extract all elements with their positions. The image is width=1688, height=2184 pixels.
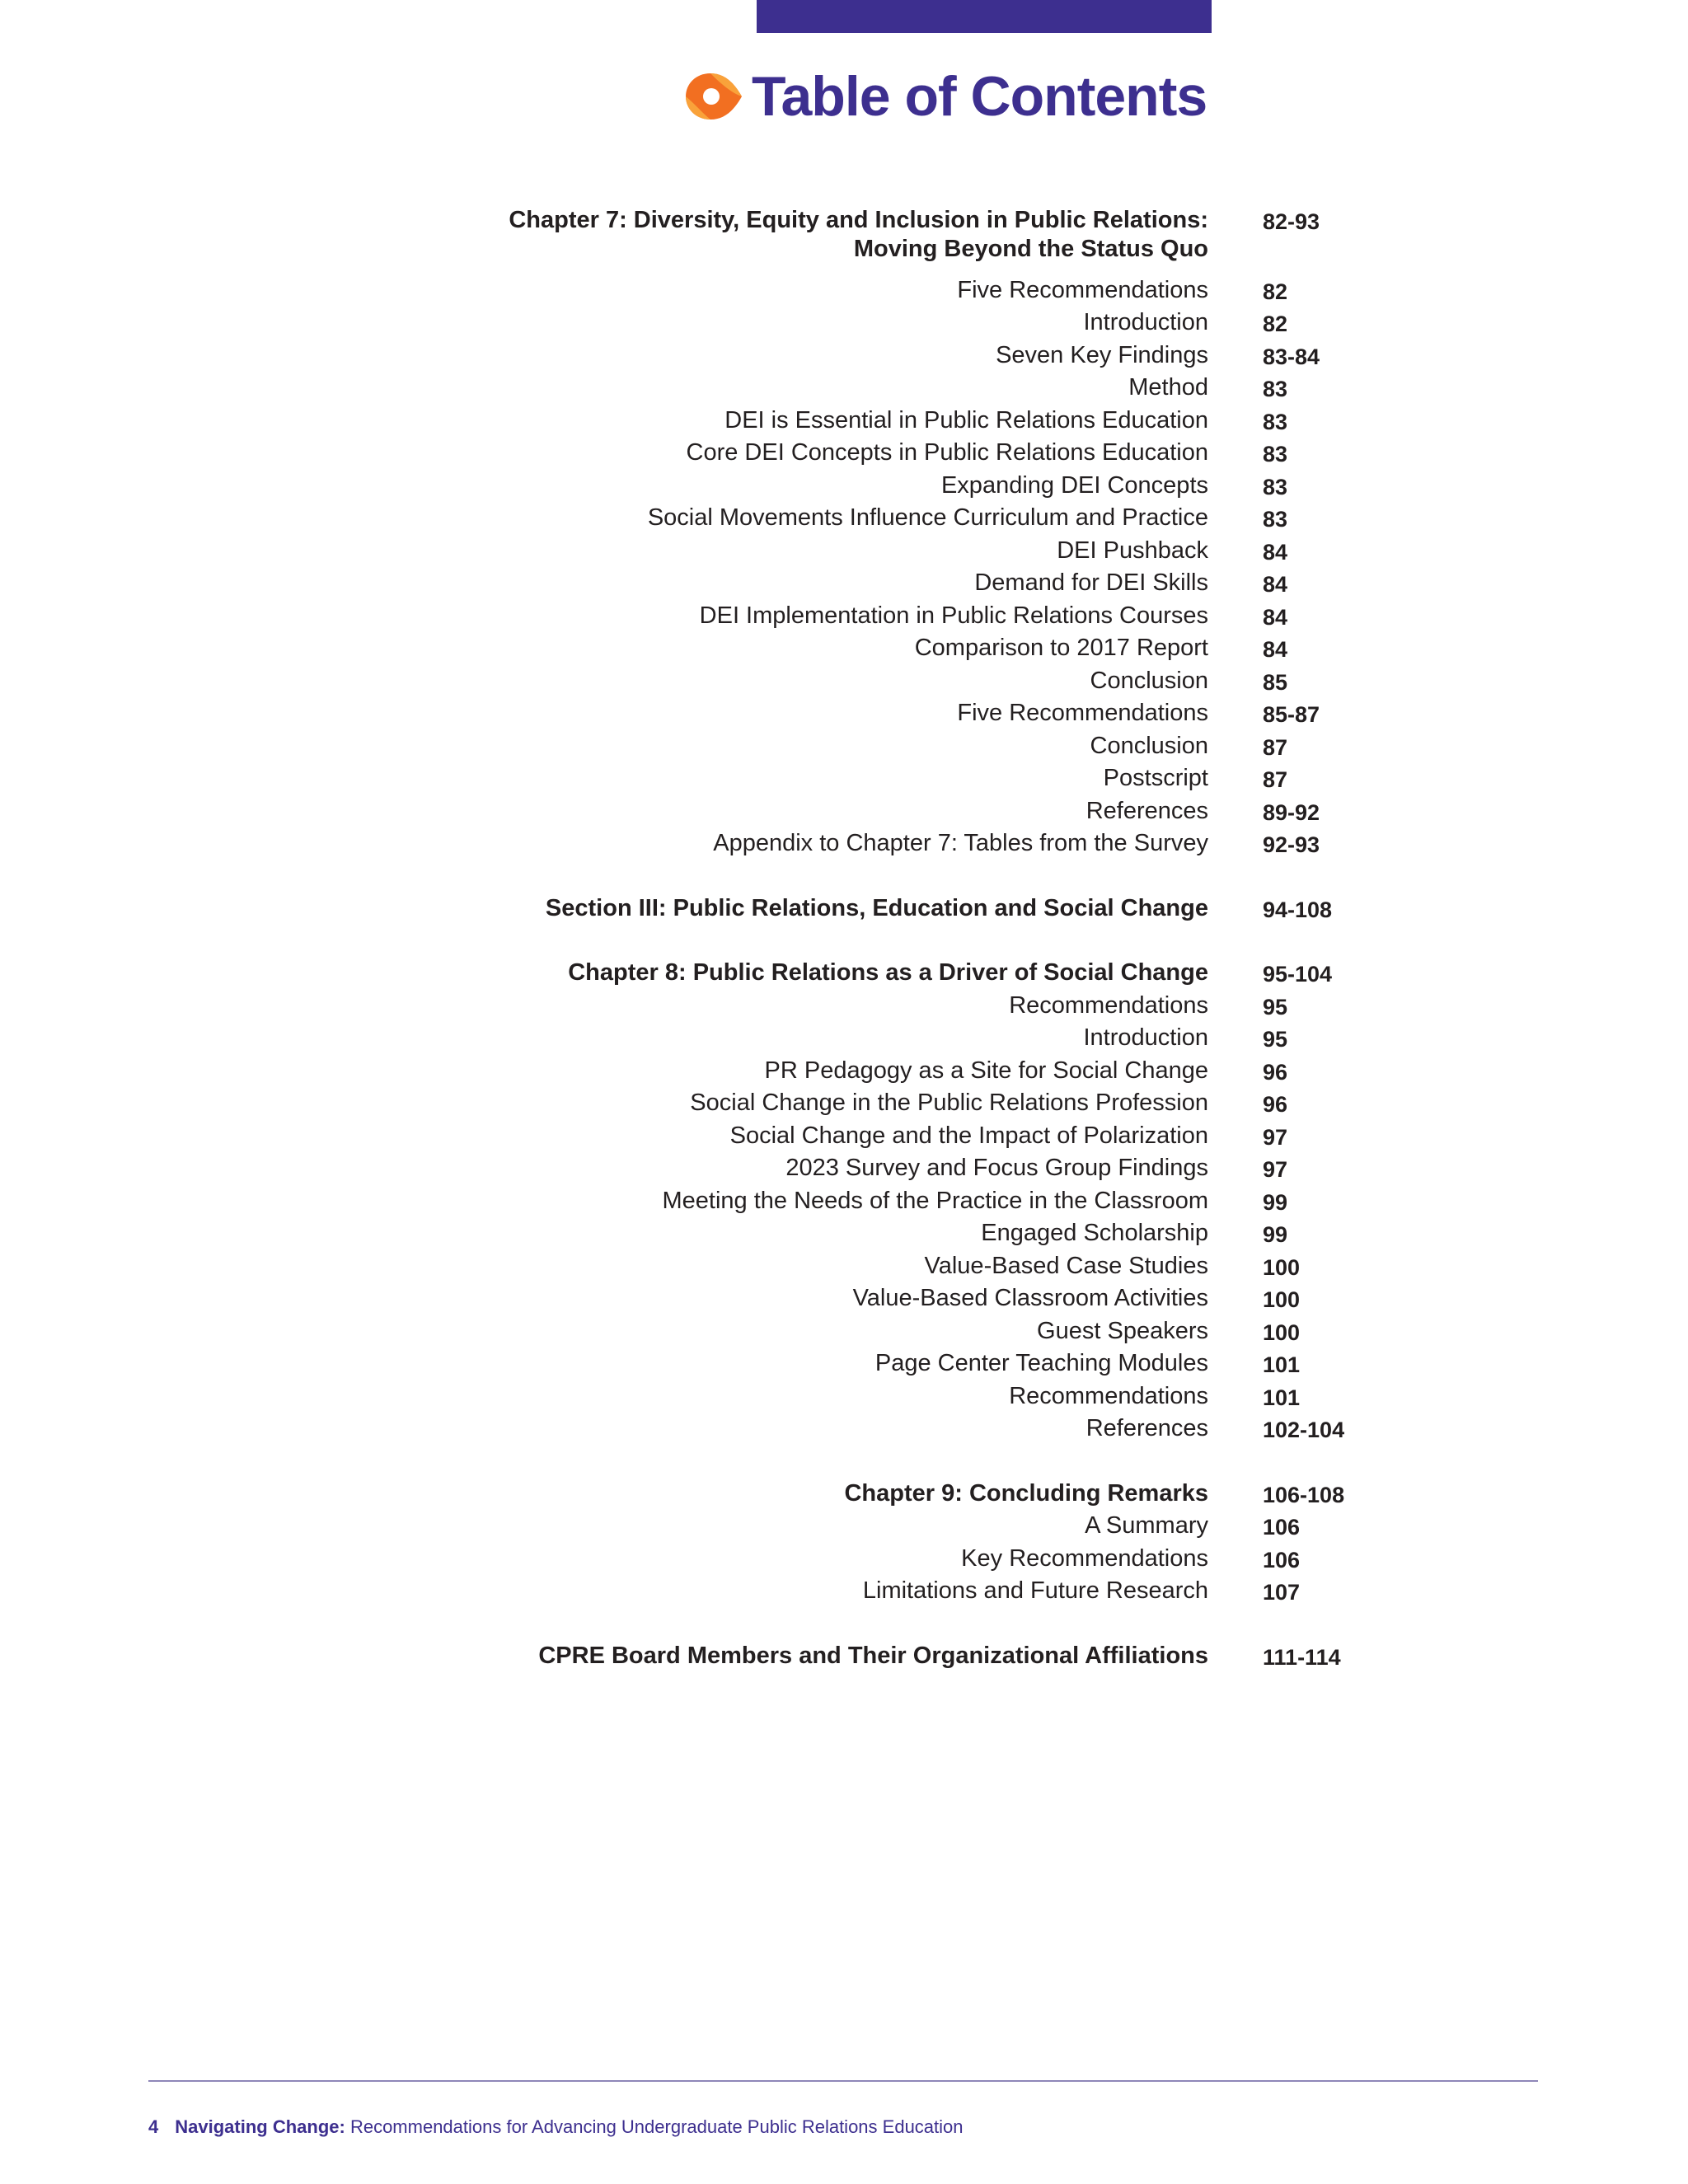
toc-entry-pages: 101: [1263, 1352, 1301, 1377]
toc-entry-title: References: [1085, 797, 1208, 824]
toc-entry-title: Five Recommendations: [957, 700, 1208, 726]
toc-entry-title: Recommendations: [1009, 991, 1208, 1019]
toc-entry-pages: 100: [1263, 1287, 1301, 1312]
toc-entry-pages: 96: [1263, 1092, 1288, 1117]
toc-entry-pages: 106: [1263, 1515, 1301, 1540]
toc-entry-pages: 100: [1263, 1254, 1301, 1280]
toc-entry-pages: 107: [1263, 1580, 1301, 1605]
toc-entry-title: Recommendations: [1009, 1382, 1208, 1409]
toc-entry-pages: 106: [1263, 1547, 1301, 1572]
toc-entry-pages: 82: [1263, 279, 1288, 304]
toc-entry-pages: 95-104: [1263, 962, 1333, 987]
toc-entry-pages: 85-87: [1263, 702, 1320, 727]
toc-entry-pages: 83: [1263, 507, 1288, 532]
toc-entry-title: Social Movements Influence Curriculum and Practice: [647, 504, 1208, 531]
toc-entry-pages: 83: [1263, 442, 1288, 466]
toc-entry-title: PR Pedagogy as a Site for Social Change: [764, 1057, 1208, 1084]
toc-entry-title: Value-Based Case Studies: [924, 1252, 1208, 1279]
toc-entry-pages: 106-108: [1263, 1482, 1345, 1507]
toc-entry-title: Limitations and Future Research: [862, 1577, 1208, 1604]
toc-entry-pages: 83-84: [1263, 344, 1320, 369]
toc-entry-pages: 84: [1263, 637, 1288, 662]
toc-entry-pages: 95: [1263, 1027, 1288, 1052]
toc-entry-pages: 100: [1263, 1319, 1301, 1345]
toc-entry-pages: 84: [1263, 539, 1288, 565]
toc-entry-pages: 99: [1263, 1189, 1288, 1215]
toc-entry-title: A Summary: [1085, 1512, 1208, 1539]
toc-entry-title: DEI is Essential in Public Relations Education: [724, 406, 1208, 434]
header-color-bar: [757, 0, 1212, 33]
toc-entry-title: Section III: Public Relations, Education and Social Change: [545, 894, 1208, 921]
toc-entry-pages: 101: [1263, 1385, 1301, 1410]
toc-entry-pages: 95: [1263, 994, 1288, 1019]
toc-entry-pages: 82: [1263, 312, 1288, 336]
toc-entry-title: 2023 Survey and Focus Group Findings: [785, 1155, 1208, 1181]
toc-entry-title: Introduction: [1083, 1024, 1208, 1051]
toc-entry-title: Social Change and the Impact of Polarization: [729, 1122, 1208, 1149]
toc-entry-pages: 84: [1263, 572, 1288, 597]
toc-entry-title: Demand for DEI Skills: [974, 569, 1208, 596]
toc-entry-title: Value-Based Classroom Activities: [852, 1285, 1208, 1311]
toc-entry-pages: 84: [1263, 604, 1288, 630]
toc-entry-title: Chapter 8: Public Relations as a Driver of Social Change: [568, 959, 1208, 986]
toc-entry-title: Conclusion: [1090, 667, 1208, 694]
toc-entry-title: Key Recommendations: [961, 1544, 1208, 1572]
toc-entry-pages: 94-108: [1263, 897, 1333, 922]
toc-entry-title: Meeting the Needs of the Practice in the Classroom: [662, 1187, 1208, 1214]
toc-entry-title: Seven Key Findings: [996, 341, 1208, 368]
orange-logo-icon: [684, 70, 743, 123]
toc-entry-title: Engaged Scholarship: [981, 1220, 1208, 1246]
footer: [148, 2116, 964, 2138]
page-title: Table of Contents: [752, 65, 1207, 128]
toc-entry-pages: 111-114: [1263, 1644, 1341, 1670]
toc-entry-title: Appendix to Chapter 7: Tables from the Survey: [713, 830, 1208, 856]
toc-entry-pages: 89-92: [1263, 799, 1320, 825]
toc-entry-title: Page Center Teaching Modules: [874, 1350, 1208, 1376]
toc-entry-title: Chapter 9: Concluding Remarks: [844, 1479, 1208, 1507]
toc-entry-pages: 99: [1263, 1222, 1288, 1247]
toc-entry-pages: 92-93: [1263, 832, 1320, 857]
toc-entry-title: Guest Speakers: [1037, 1317, 1208, 1344]
toc-entry-title: Method: [1128, 374, 1208, 401]
toc-entry-pages: 87: [1263, 767, 1288, 792]
toc-entry-pages: 82-93: [1263, 209, 1320, 234]
toc-entry-pages: 97: [1263, 1157, 1288, 1182]
toc-entry-title: CPRE Board Members and Their Organizational Affiliations: [538, 1642, 1208, 1669]
toc-entry-pages: 87: [1263, 734, 1288, 760]
toc-entry-pages: 96: [1263, 1059, 1288, 1085]
toc-entry-title: Expanding DEI Concepts: [940, 471, 1208, 499]
toc-entry-title: Comparison to 2017 Report: [914, 635, 1208, 661]
toc-entry-title: Postscript: [1103, 765, 1208, 791]
footer-divider: [148, 2080, 1538, 2082]
title-block: [684, 59, 1207, 134]
toc-entry-title: Chapter 7: Diversity, Equity and Inclusion in Public Relations: Moving Beyond the Status Quo: [509, 207, 1208, 262]
toc-entry-title: Core DEI Concepts in Public Relations Education: [686, 439, 1208, 466]
toc-entry-title: DEI Pushback: [1057, 537, 1208, 564]
toc-entry-pages: 85: [1263, 669, 1288, 695]
footer-page-number: 4: [148, 2116, 159, 2137]
toc-entry-title: Conclusion: [1090, 732, 1208, 759]
footer-subtitle: Recommendations for Advancing Undergraduate Public Relations Education: [349, 2116, 964, 2137]
toc-entry-title: Social Change in the Public Relations Profession: [690, 1090, 1208, 1116]
footer-title: Navigating Change:: [175, 2116, 345, 2137]
toc-entry-title: Five Recommendations: [957, 276, 1208, 303]
toc-entry-pages: 102-104: [1263, 1418, 1345, 1442]
toc-entry-pages: 97: [1263, 1124, 1288, 1150]
toc-entry-title: Introduction: [1083, 309, 1208, 335]
toc-entry-title: References: [1085, 1415, 1208, 1441]
toc-entry-pages: 83: [1263, 409, 1288, 434]
toc-entry-pages: 83: [1263, 377, 1288, 401]
toc-entry-pages: 83: [1263, 474, 1288, 499]
toc-entry-title: DEI Implementation in Public Relations Courses: [699, 602, 1208, 629]
